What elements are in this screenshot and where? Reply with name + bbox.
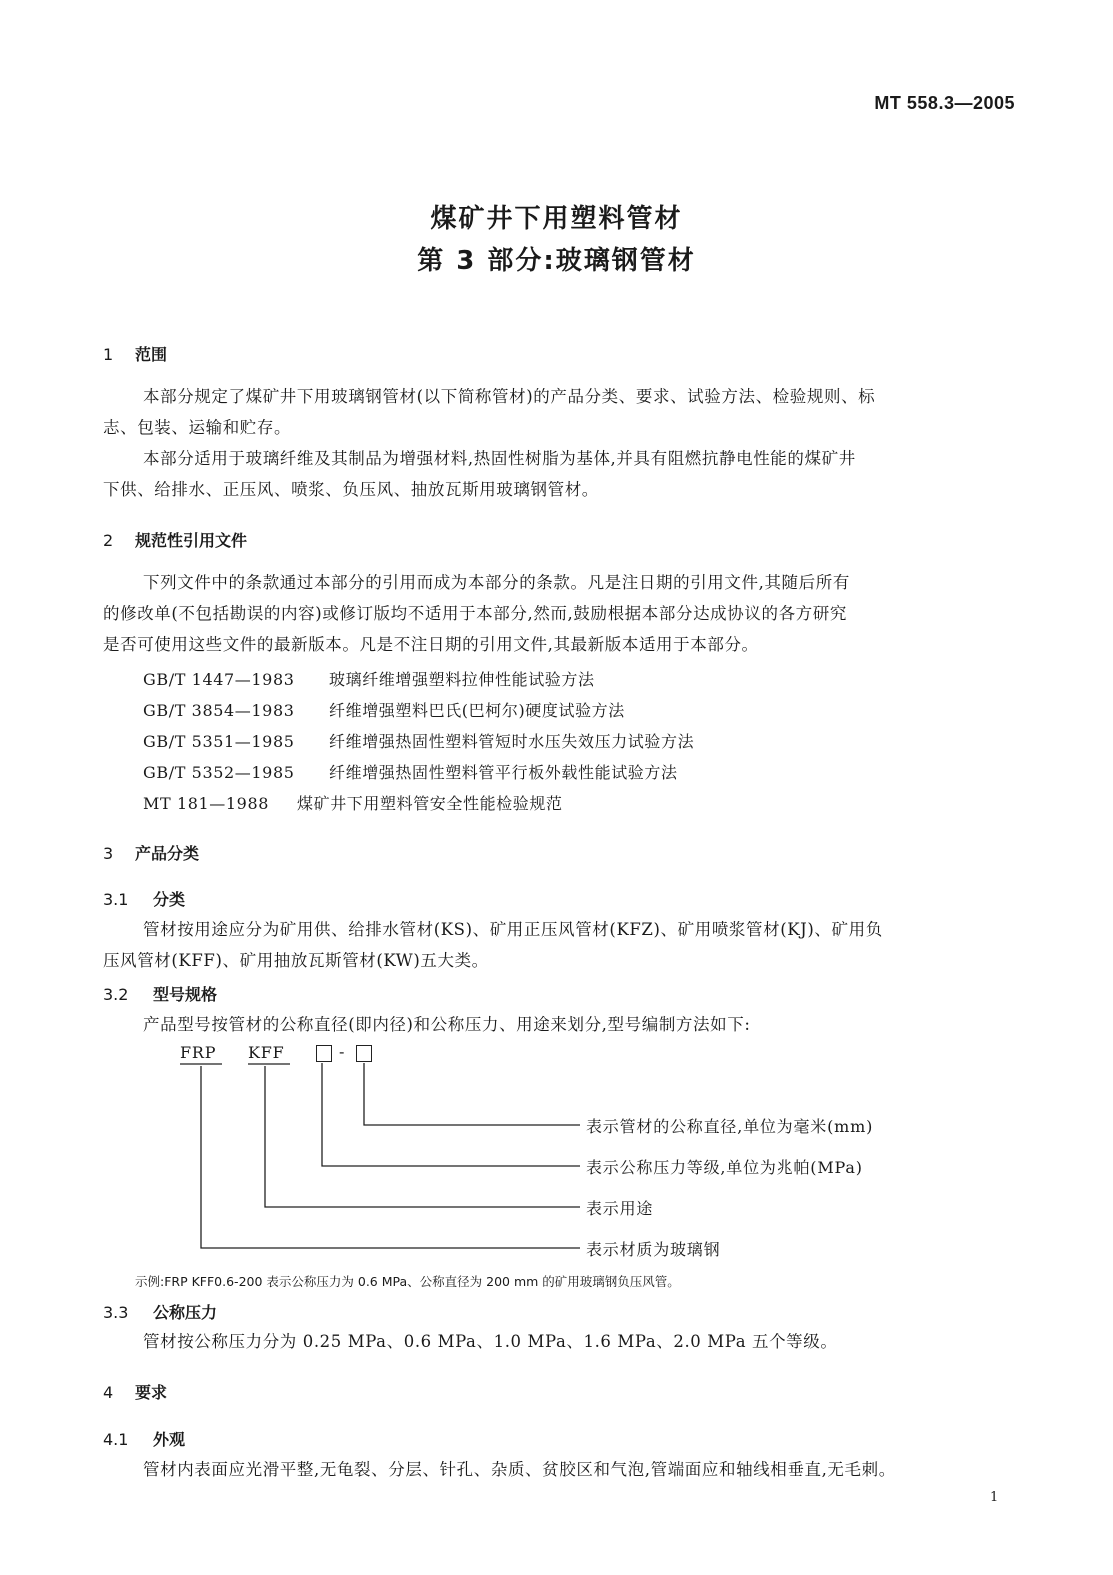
reference-title: 煤矿井下用塑料管安全性能检验规范 [297,794,563,813]
reference-code: GB/T 3854—1983 [143,701,295,720]
subsection-title: 分类 [153,890,186,909]
paragraph-line: 管材内表面应光滑平整,无龟裂、分层、针孔、杂质、贫胶区和气泡,管端面应和轴线相垂直,无毛刺。 [143,1460,896,1479]
section-number: 3 [103,844,114,863]
leader-material [201,1066,580,1248]
paragraph-line: 压风管材(KFF)、矿用抽放瓦斯管材(KW)五大类。 [103,951,489,970]
reference-code: GB/T 5352—1985 [143,763,295,782]
section-title: 范围 [135,345,168,364]
section-4-heading [103,1380,167,1403]
subsection-4-1-heading [103,1427,185,1450]
subsection-number: 3.1 [103,890,129,909]
subsection-number: 3.2 [103,985,129,1004]
paragraph-line: 产品型号按管材的公称直径(即内径)和公称压力、用途来划分,型号编制方法如下: [143,1015,751,1034]
subsection-title: 外观 [153,1430,186,1449]
section-number: 4 [103,1383,114,1402]
reference-title: 玻璃纤维增强塑料拉伸性能试验方法 [329,670,595,689]
diagram-code-material: FRP [180,1043,217,1062]
paragraph-line: 本部分规定了煤矿井下用玻璃钢管材(以下简称管材)的产品分类、要求、试验方法、检验规则、标 [143,387,876,406]
subsection-3-3-heading [103,1300,217,1323]
page-number: 1 [990,1490,999,1505]
reference-code: GB/T 5351—1985 [143,732,295,751]
paragraph-line: 管材按公称压力分为 0.25 MPa、0.6 MPa、1.0 MPa、1.6 MPa、2.0 MPa 五个等级。 [143,1332,838,1351]
subsection-number: 3.3 [103,1303,129,1322]
reference-code: MT 181—1988 [143,794,269,813]
paragraph-line: 管材按用途应分为矿用供、给排水管材(KS)、矿用正压风管材(KFZ)、矿用喷浆管材(KJ)、矿用负 [143,920,883,939]
leader-diameter [364,1063,580,1125]
diagram-code-usage: KFF [248,1043,285,1062]
section-title: 要求 [135,1383,168,1402]
leader-usage [265,1066,580,1207]
section-number: 1 [103,345,114,364]
model-example-note: 示例:FRP KFF0.6-200 表示公称压力为 0.6 MPa、公称直径为 200 mm 的矿用玻璃钢负压风管。 [135,1274,680,1289]
subsection-number: 4.1 [103,1430,129,1449]
diagram-dash: - [339,1042,346,1061]
reference-code: GB/T 1447—1983 [143,670,295,689]
section-number: 2 [103,531,114,550]
reference-title: 纤维增强热固性塑料管短时水压失效压力试验方法 [329,732,695,751]
paragraph-line: 的修改单(不包括勘误的内容)或修订版均不适用于本部分,然而,鼓励根据本部分达成协议的各方研究 [103,604,847,623]
document-title: 煤矿井下用塑料管材 [430,204,683,234]
diagram-label-material: 表示材质为玻璃钢 [586,1240,721,1259]
paragraph-line: 本部分适用于玻璃纤维及其制品为增强材料,热固性树脂为基体,并具有阻燃抗静电性能的煤矿井 [143,449,856,468]
document-subtitle: 第 3 部分:玻璃钢管材 [417,246,696,276]
paragraph-line: 是否可使用这些文件的最新版本。凡是不注日期的引用文件,其最新版本适用于本部分。 [103,635,759,654]
subsection-title: 公称压力 [153,1303,218,1322]
diagram-label-diameter: 表示管材的公称直径,单位为毫米(mm) [586,1117,874,1136]
paragraph-line: 志、包装、运输和贮存。 [103,418,292,437]
section-title: 规范性引用文件 [135,531,248,550]
diagram-label-usage: 表示用途 [586,1199,654,1218]
leader-pressure [322,1063,580,1166]
paragraph-line: 下列文件中的条款通过本部分的引用而成为本部分的条款。凡是注日期的引用文件,其随后所有 [143,573,850,592]
reference-title: 纤维增强塑料巴氏(巴柯尔)硬度试验方法 [329,701,625,720]
section-title: 产品分类 [135,844,200,863]
subsection-title: 型号规格 [153,985,218,1004]
diagram-label-pressure: 表示公称压力等级,单位为兆帕(MPa) [586,1158,863,1177]
paragraph-line: 下供、给排水、正压风、喷浆、负压风、抽放瓦斯用玻璃钢管材。 [103,480,599,499]
reference-title: 纤维增强热固性塑料管平行板外载性能试验方法 [329,763,678,782]
standard-code: MT 558.3—2005 [874,93,1015,113]
